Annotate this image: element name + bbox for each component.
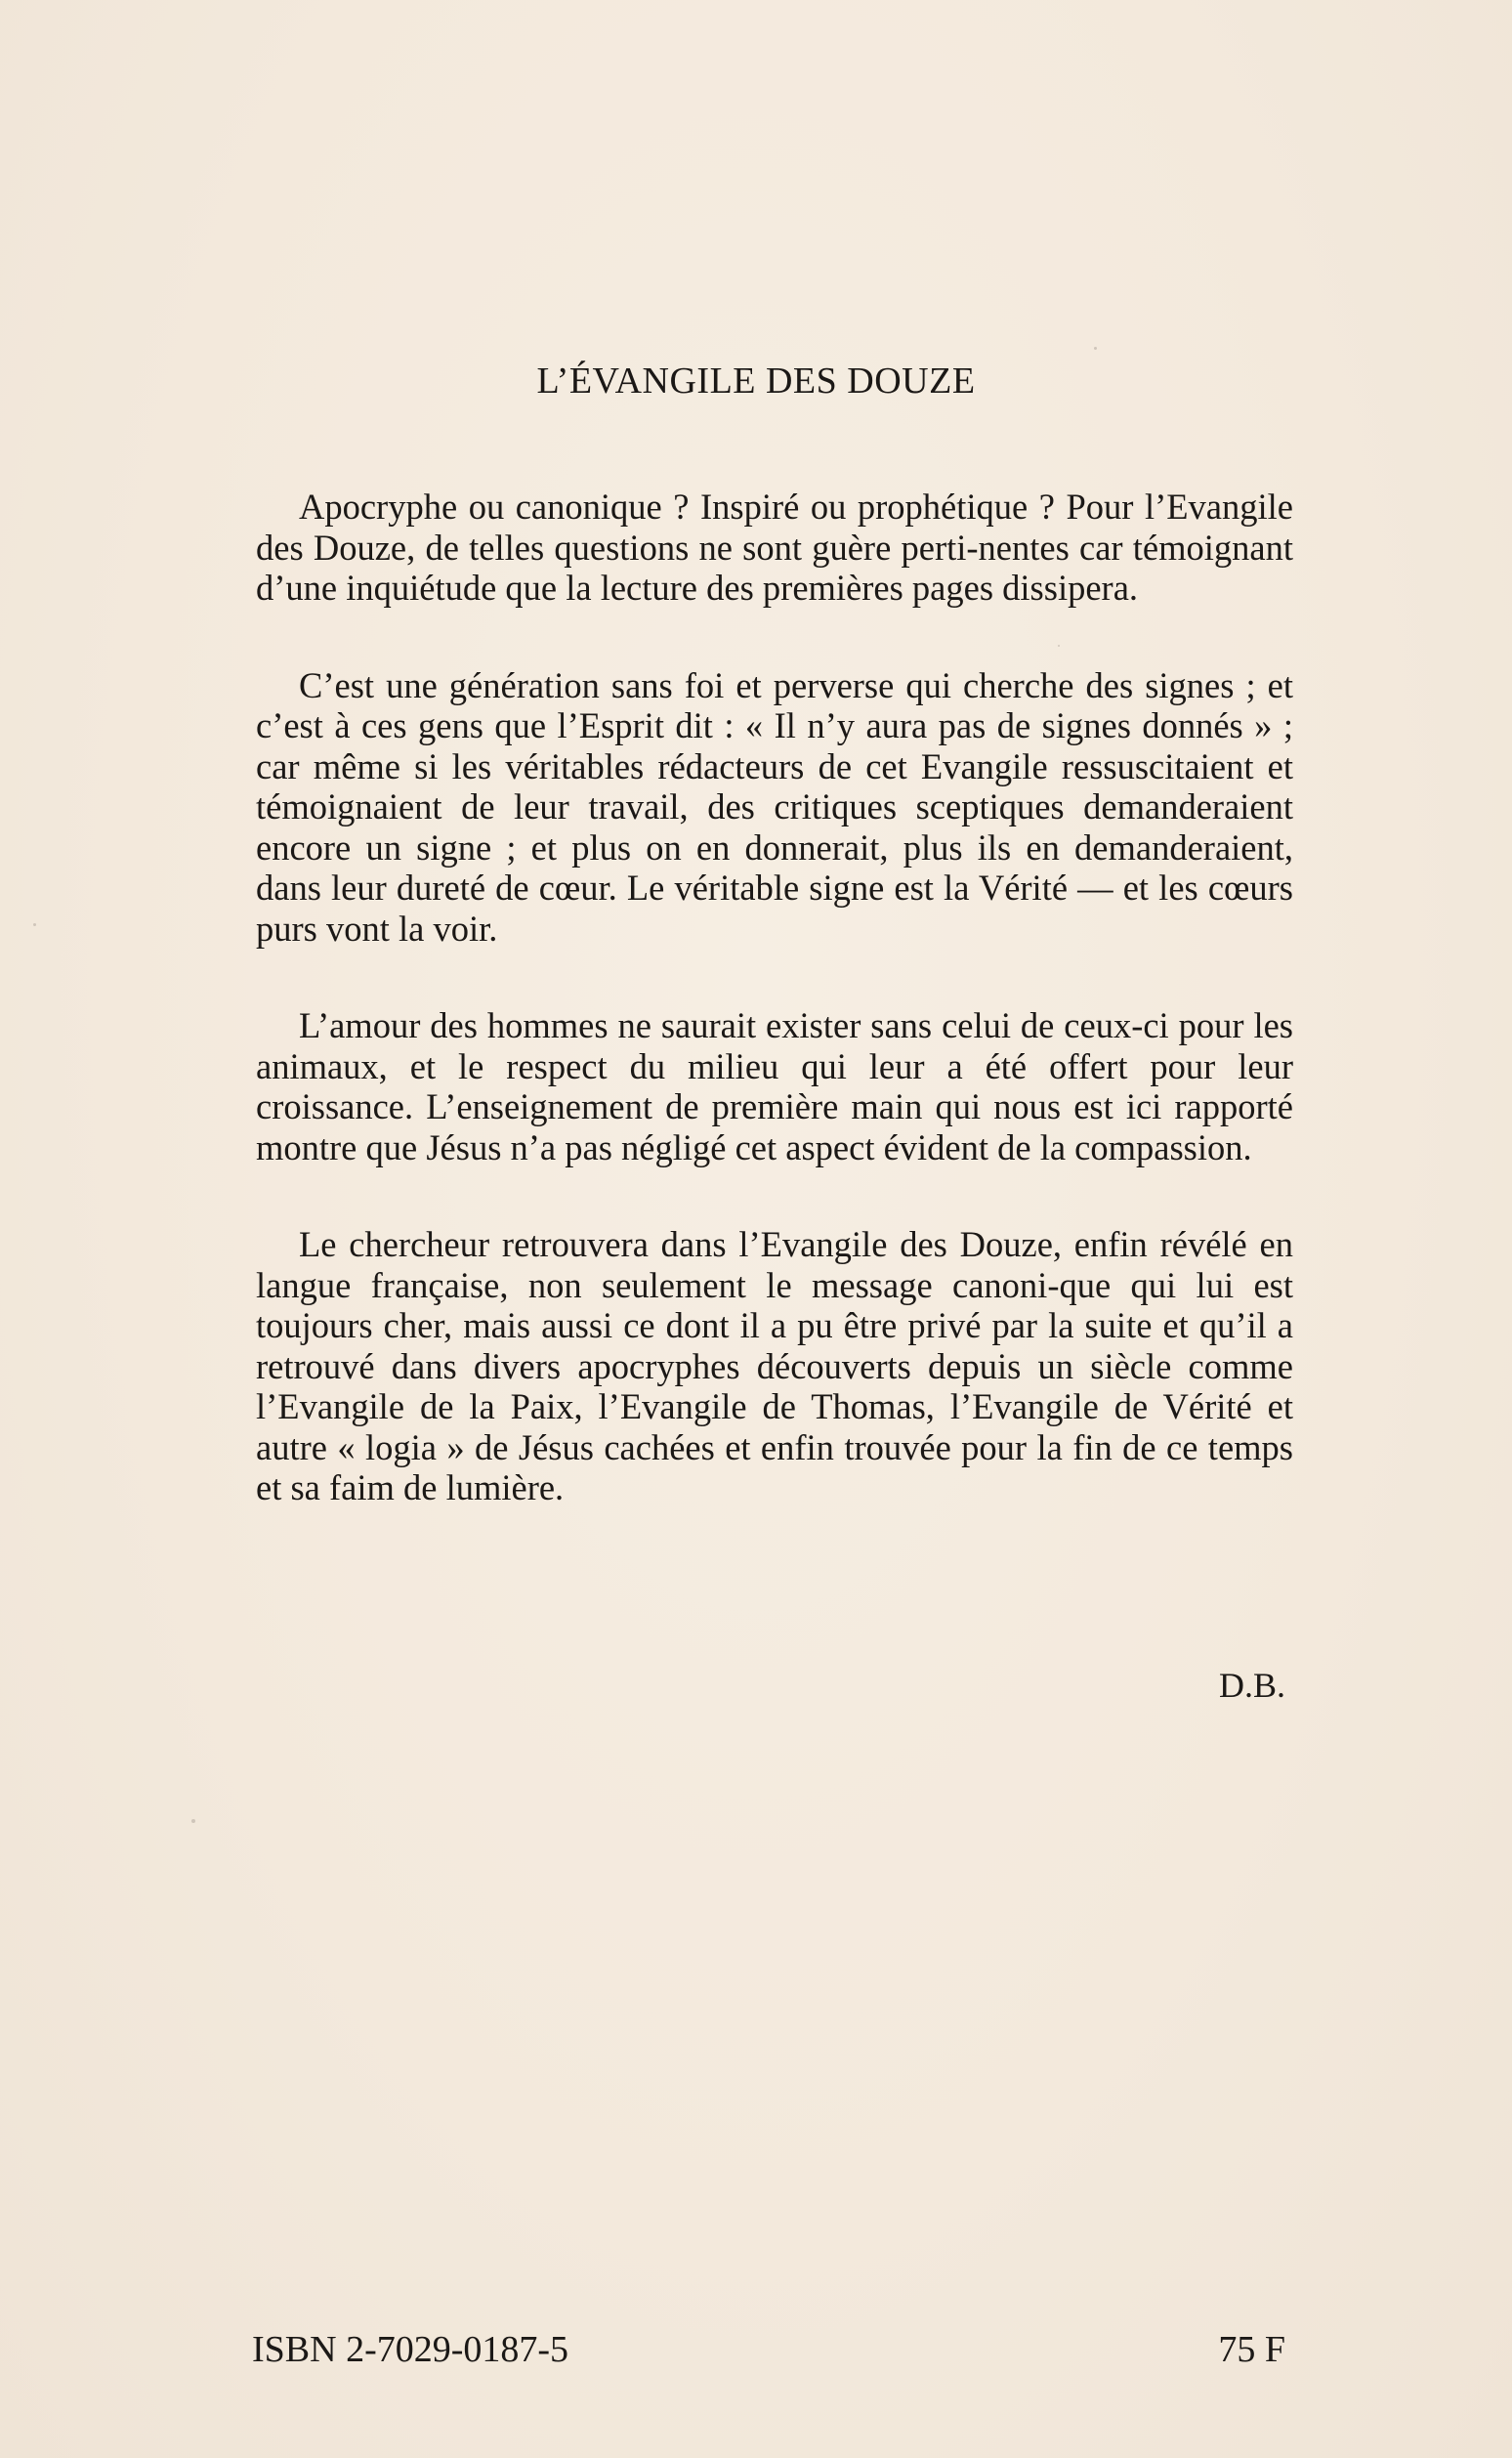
isbn-number: ISBN 2-7029-0187-5	[252, 2329, 569, 2370]
paper-speck	[191, 1819, 195, 1823]
page-title: L’ÉVANGILE DES DOUZE	[536, 360, 976, 402]
author-signature: D.B.	[1218, 1666, 1285, 1705]
paragraph-2: C’est une génération sans foi et perverse qui cherche des signes ; et c’est à ces gens que l’Esprit dit : « Il n’y aura pas de signes donnés » ; car même si les véritables rédacteurs de cet Evangile ressuscitaient et témoignaient de leur travail, des critiques sceptiques demanderaient encore un signe ; et plus on en donnerait, plus ils en demanderaient, dans leur dureté de cœur. Le véritable signe est la Vérité — et les cœurs purs vont la voir.	[256, 664, 1293, 949]
paper-speck	[1094, 347, 1097, 350]
paragraph-1: Apocryphe ou canonique ? Inspiré ou prophétique ? Pour l’Evangile des Douze, de telles questions ne sont guère perti-nentes car témoignant d’une inquiétude que la lecture des premières pages dissipera.	[256, 487, 1293, 608]
paper-speck	[1058, 645, 1060, 647]
price-label: 75 F	[1218, 2329, 1285, 2370]
paragraph-3: L’amour des hommes ne saurait exister sans celui de ceux-ci pour les animaux, et le respect du milieu qui leur a été offert pour leur croissance. L’enseignement de première main qui nous est ici rapporté montre que Jésus n’a pas négligé cet aspect évident de la compassion.	[256, 1005, 1293, 1167]
body-text	[256, 487, 1293, 1565]
paragraph-4: Le chercheur retrouvera dans l’Evangile des Douze, enfin révélé en langue française, non seulement le message canoni-que qui lui est toujours cher, mais aussi ce dont il a pu être privé par la suite et qu’il a retrouvé dans divers apocryphes découverts depuis un siècle comme l’Evangile de la Paix, l’Evangile de Thomas, l’Evangile de Vérité et autre « logia » de Jésus cachées et enfin trouvée pour la fin de ce temps et sa faim de lumière.	[256, 1224, 1293, 1507]
paper-speck	[33, 923, 36, 926]
